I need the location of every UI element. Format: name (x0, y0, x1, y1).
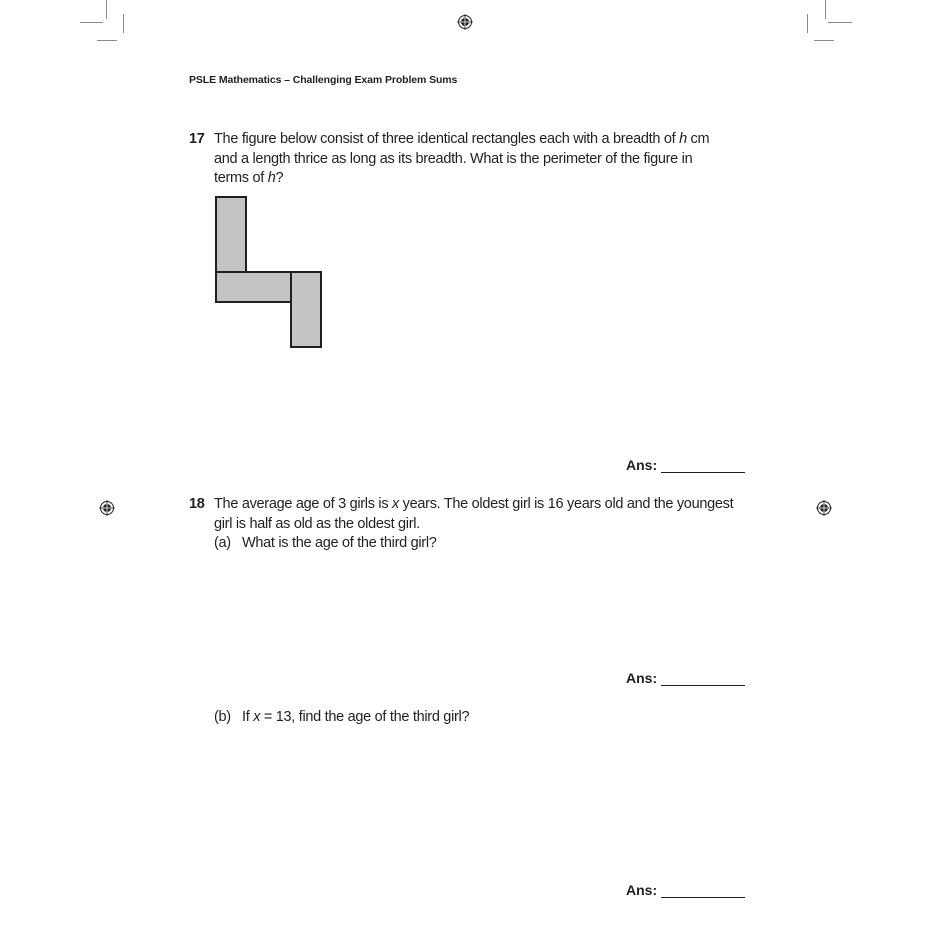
question-text: The average age of 3 girls is x years. The oldest girl is 16 years old and the youngest girl is half as old as the oldest girl. (a) What is the age of the third girl? (214, 495, 733, 554)
answer-label: Ans: (626, 882, 658, 898)
answer-field-17[interactable] (626, 457, 745, 473)
crop-mark (106, 0, 107, 19)
registration-mark-icon (816, 500, 832, 516)
sub-question-a: (a) What is the age of the third girl? (214, 535, 437, 551)
answer-label: Ans: (626, 670, 658, 686)
crop-mark (123, 14, 124, 33)
question-17 (189, 130, 749, 189)
variable-h: h (267, 170, 276, 186)
crop-mark (80, 22, 103, 23)
question-number: 18 (189, 496, 205, 512)
running-header: PSLE Mathematics – Challenging Exam Problem Sums (189, 74, 458, 86)
answer-blank[interactable] (661, 883, 745, 898)
question-text: The figure below consist of three identical rectangles each with a breadth of h cm and a length thrice as long as its breadth. What is the perimeter of the figure in terms of h? (214, 131, 710, 186)
question-18 (189, 495, 749, 554)
answer-label: Ans: (626, 457, 658, 473)
vertical-rectangle-top (216, 197, 246, 272)
crop-mark (807, 14, 808, 33)
vertical-rectangle-bottom (291, 272, 321, 347)
crop-mark (814, 40, 834, 41)
answer-field-18a[interactable] (626, 670, 745, 686)
horizontal-rectangle (216, 272, 291, 302)
registration-mark-icon (457, 14, 473, 30)
sub-question-b: (b) If x = 13, find the age of the third girl? (214, 709, 470, 725)
rectangles-figure (214, 195, 324, 350)
variable-x: x (253, 709, 261, 725)
answer-field-18b[interactable] (626, 882, 745, 898)
crop-mark (97, 40, 117, 41)
crop-mark (825, 0, 826, 19)
question-number: 17 (189, 131, 205, 147)
answer-blank[interactable] (661, 458, 745, 473)
variable-x: x (392, 496, 399, 512)
crop-mark (828, 22, 852, 23)
answer-blank[interactable] (661, 671, 745, 686)
registration-mark-icon (99, 500, 115, 516)
variable-h: h (679, 131, 687, 147)
